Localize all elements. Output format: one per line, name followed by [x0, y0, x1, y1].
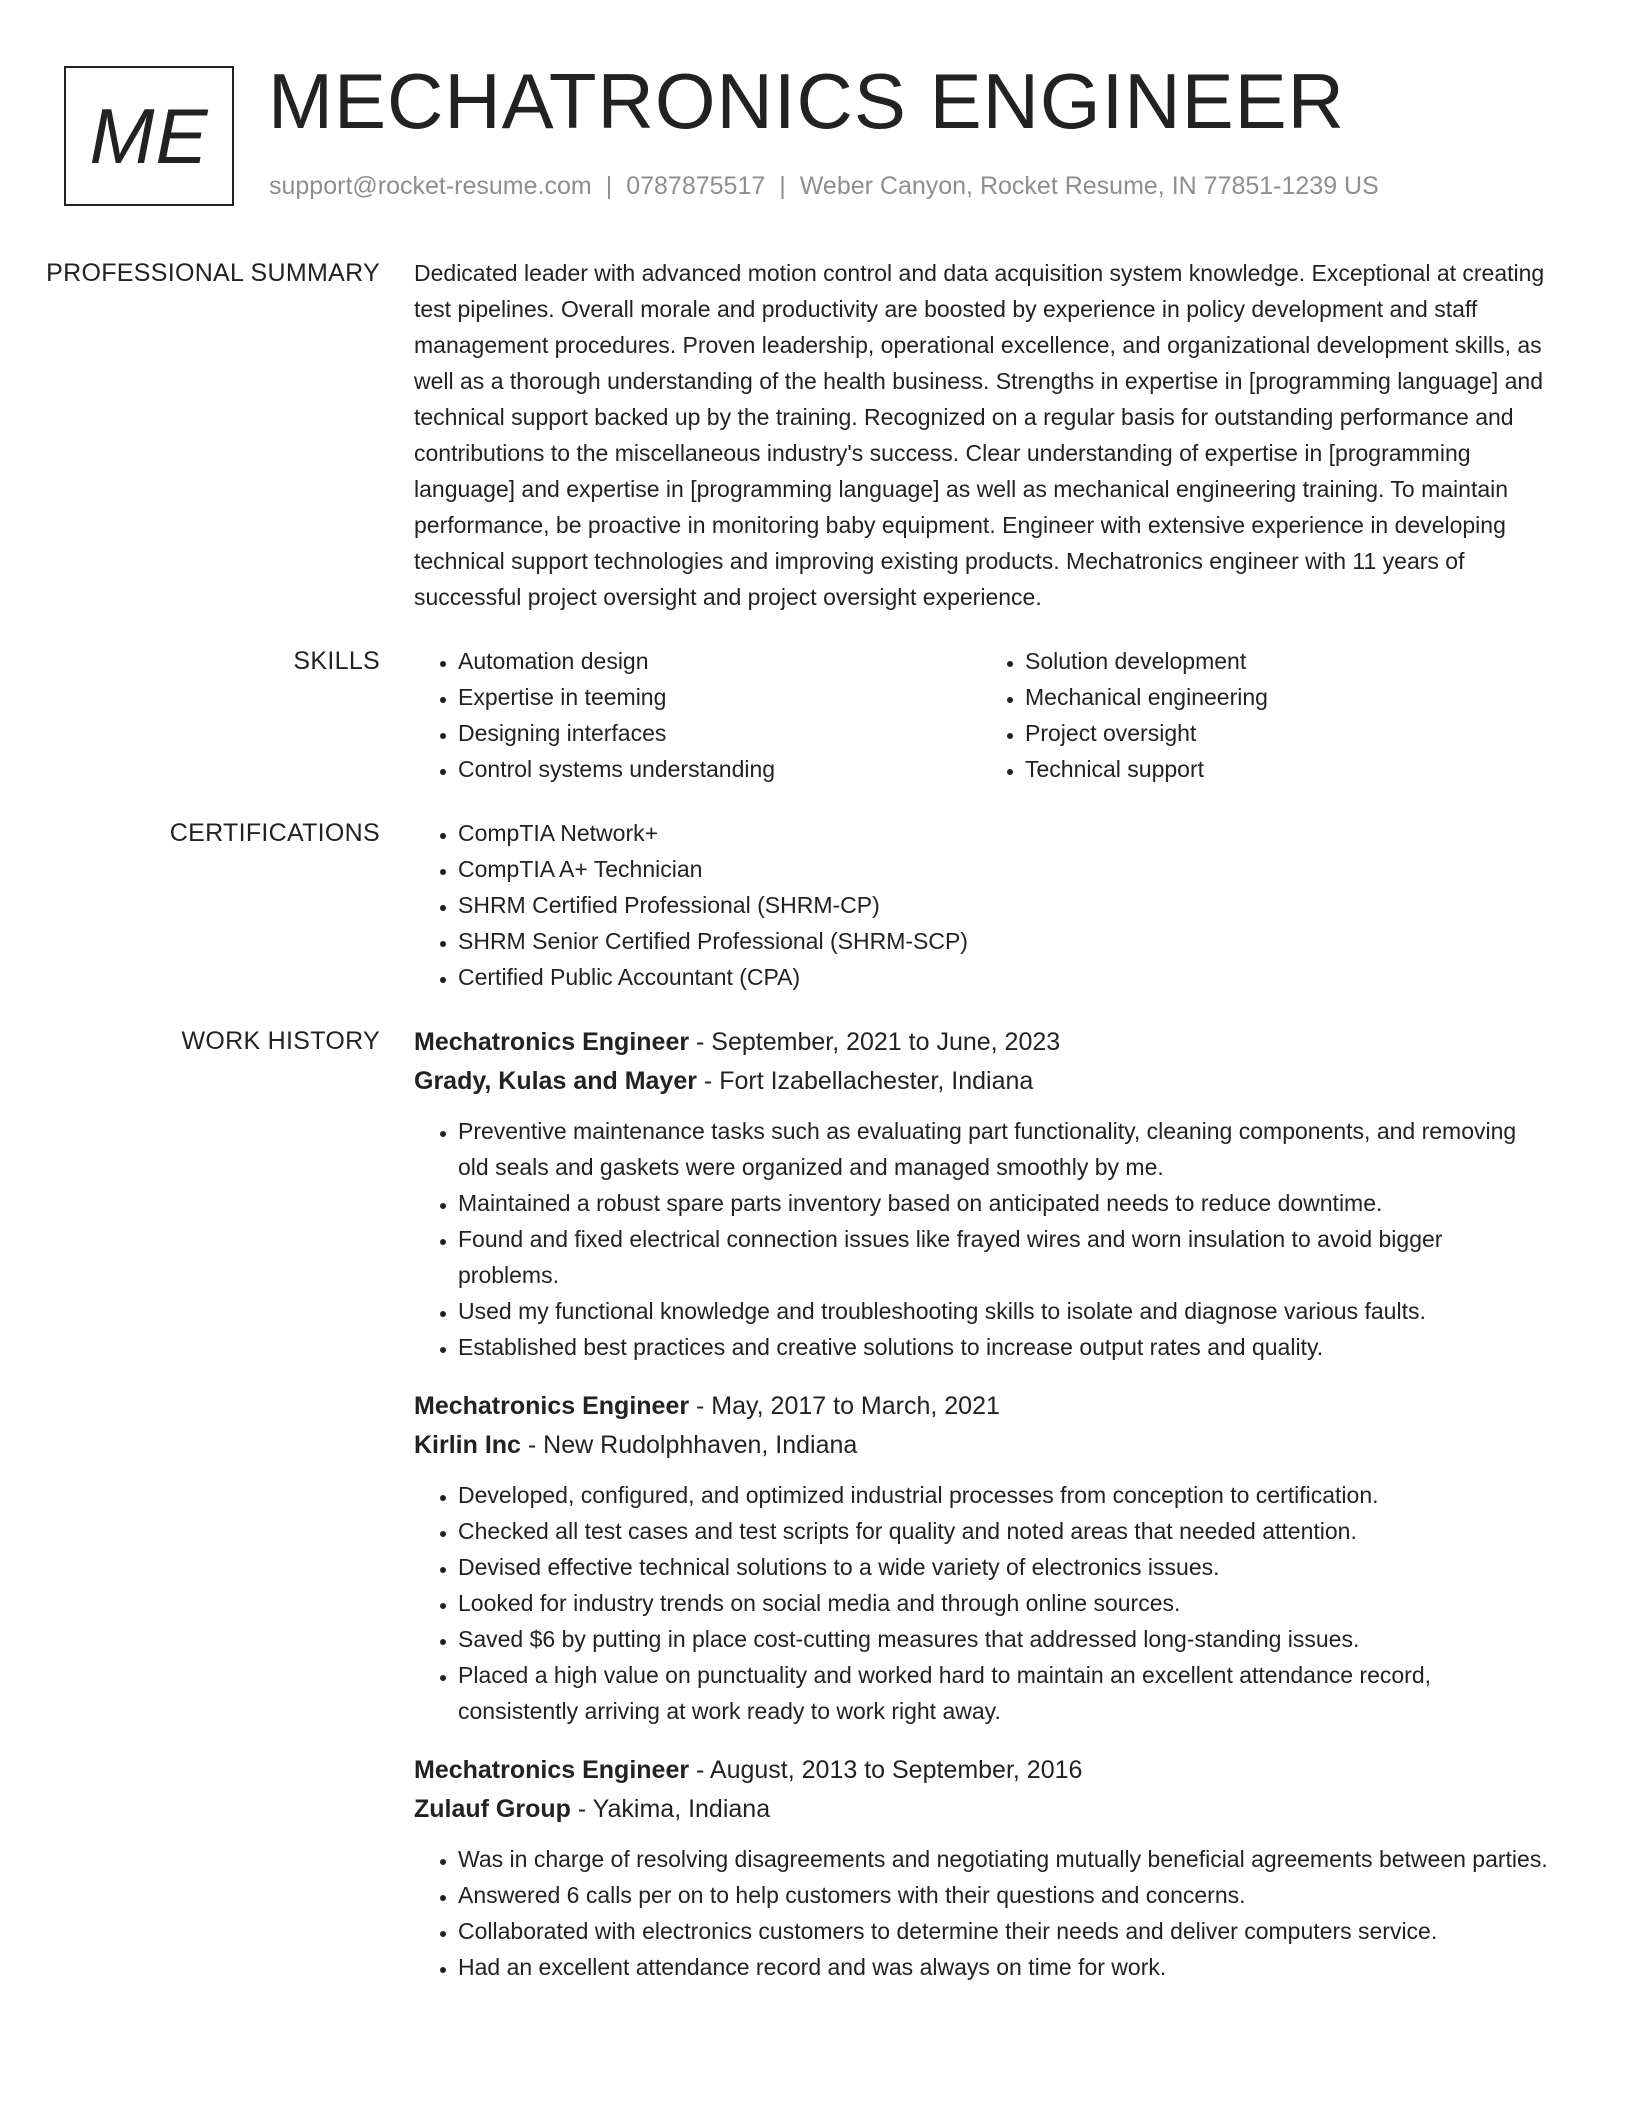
skill-item: • Designing interfaces [458, 715, 981, 751]
job-company: Grady, Kulas and Mayer [414, 1067, 697, 1095]
job-title-line [414, 1023, 1548, 1061]
job-title-line [414, 1751, 1548, 1789]
job-entry [414, 1023, 1548, 1365]
job-title: Mechatronics Engineer [414, 1756, 690, 1784]
section-heading-work-history: WORK HISTORY [181, 1027, 380, 1055]
contact-separator: | [779, 172, 786, 200]
job-entry [414, 1387, 1548, 1729]
summary-section [0, 255, 1632, 615]
job-company: Zulauf Group [414, 1795, 571, 1823]
job-duties-list [414, 1841, 1548, 1985]
job-duty-item: • Established best practices and creative solutions to increase output rates and quality. [458, 1329, 1548, 1365]
skill-item: • Expertise in teeming [458, 679, 981, 715]
certification-item: • SHRM Certified Professional (SHRM-CP) [458, 887, 1548, 923]
skill-item: • Control systems understanding [458, 751, 981, 787]
skill-item: • Solution development [1025, 643, 1548, 679]
job-dates: - September, 2021 to June, 2023 [689, 1028, 1061, 1056]
contact-separator: | [605, 172, 613, 200]
work-history-body [414, 1023, 1548, 2007]
contact-email[interactable]: support@rocket-resume.com [269, 172, 592, 200]
job-title: Mechatronics Engineer [414, 1392, 690, 1420]
job-company-line [414, 1425, 1548, 1465]
certification-item: • CompTIA A+ Technician [458, 851, 1548, 887]
skill-item: • Technical support [1025, 751, 1548, 787]
section-heading-skills: SKILLS [293, 647, 380, 675]
job-duty-item: • Was in charge of resolving disagreements and negotiating mutually beneficial agreements between parties. [458, 1841, 1548, 1877]
skill-item: • Project oversight [1025, 715, 1548, 751]
contact-line [269, 172, 1379, 201]
work-history-section [0, 1023, 1632, 2007]
contact-phone[interactable]: 0787875517 [626, 172, 766, 200]
monogram-logo [64, 66, 234, 206]
summary-text: Dedicated leader with advanced motion control and data acquisition system knowledge. Exceptional at creating test pipelines. Overall morale and productivity are boosted by experience in policy development and staff management procedures. Proven leadership, operational excellence, and organizational development skills, as well as a thorough understanding of the health business. Strengths in expertise in [programming language] and technical support backed up by the training. Recognized on a regular basis for outstanding performance and contributions to the miscellaneous industry's success. Clear understanding of expertise in [programming language] and expertise in [programming language] as well as mechanical engineering training. To maintain performance, be proactive in monitoring baby equipment. Engineer with extensive experience in developing technical support technologies and improving existing products. Mechatronics engineer with 11 years of successful project oversight and project oversight experience. [414, 260, 1545, 610]
job-duty-item: • Developed, configured, and optimized industrial processes from conception to certification. [458, 1477, 1548, 1513]
job-duties-list [414, 1477, 1548, 1729]
job-title: Mechatronics Engineer [414, 1028, 690, 1056]
job-duty-item: • Devised effective technical solutions to a wide variety of electronics issues. [458, 1549, 1548, 1585]
job-duty-item: • Used my functional knowledge and troubleshooting skills to isolate and diagnose various faults. [458, 1293, 1548, 1329]
job-location: - Yakima, Indiana [570, 1795, 771, 1823]
job-duty-item: • Looked for industry trends on social media and through online sources. [458, 1585, 1548, 1621]
section-heading-summary: PROFESSIONAL SUMMARY [46, 259, 380, 287]
skill-item: • Mechanical engineering [1025, 679, 1548, 715]
job-duty-item: • Maintained a robust spare parts inventory based on anticipated needs to reduce downtime. [458, 1185, 1548, 1221]
section-heading-certifications: CERTIFICATIONS [169, 819, 380, 847]
certifications-body [414, 815, 1548, 995]
certification-item: • SHRM Senior Certified Professional (SHRM-SCP) [458, 923, 1548, 959]
job-duty-item: • Found and fixed electrical connection issues like frayed wires and worn insulation to avoid bigger problems. [458, 1221, 1548, 1293]
job-duties-list [414, 1113, 1548, 1365]
job-duty-item: • Saved $6 by putting in place cost-cutting measures that addressed long-standing issues. [458, 1621, 1548, 1657]
job-duty-item: • Answered 6 calls per on to help customers with their questions and concerns. [458, 1877, 1548, 1913]
skills-grid [414, 643, 1548, 787]
certification-item: • Certified Public Accountant (CPA) [458, 959, 1548, 995]
skills-list-left [414, 643, 981, 787]
job-location: - New Rudolphhaven, Indiana [520, 1431, 858, 1459]
skills-section [0, 643, 1632, 787]
resume-name-heading: MECHATRONICS ENGINEER [268, 57, 1345, 145]
certifications-section [0, 815, 1632, 995]
job-entry [414, 1751, 1548, 1985]
skills-list-right [981, 643, 1548, 787]
job-company-line [414, 1061, 1548, 1101]
job-company-line [414, 1789, 1548, 1829]
skill-item: • Automation design [458, 643, 981, 679]
certifications-list [414, 815, 1548, 995]
job-duty-item: • Collaborated with electronics customers to determine their needs and deliver computers service. [458, 1913, 1548, 1949]
job-duty-item: • Preventive maintenance tasks such as evaluating part functionality, cleaning components, and removing old seals and gaskets were organized and managed smoothly by me. [458, 1113, 1548, 1185]
certification-item: • CompTIA Network+ [458, 815, 1548, 851]
job-title-line [414, 1387, 1548, 1425]
contact-address: Weber Canyon, Rocket Resume, IN 77851-1239 US [799, 172, 1379, 200]
job-duty-item: • Placed a high value on punctuality and worked hard to maintain an excellent attendance record, consistently arriving at work ready to work right away. [458, 1657, 1548, 1729]
monogram-text: ME [89, 91, 209, 180]
job-dates: - May, 2017 to March, 2021 [689, 1392, 1000, 1420]
job-location: - Fort Izabellachester, Indiana [696, 1067, 1034, 1095]
job-dates: - August, 2013 to September, 2016 [689, 1756, 1083, 1784]
job-duty-item: • Had an excellent attendance record and was always on time for work. [458, 1949, 1548, 1985]
job-company: Kirlin Inc [414, 1431, 521, 1459]
resume-sections [0, 255, 1632, 2035]
job-duty-item: • Checked all test cases and test scripts for quality and noted areas that needed attention. [458, 1513, 1548, 1549]
